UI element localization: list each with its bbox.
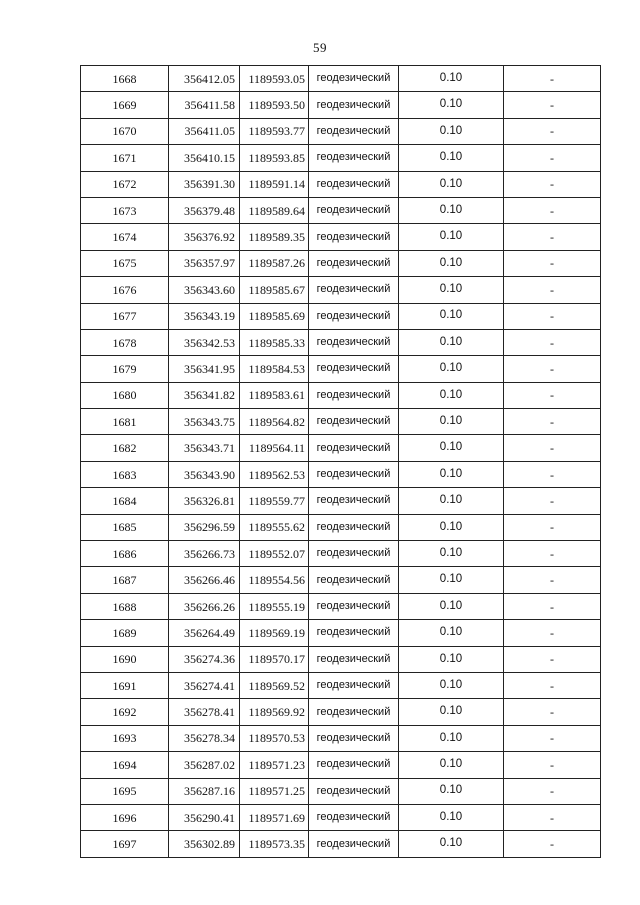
x-coordinate-cell: 356343.90 xyxy=(169,461,240,487)
y-coordinate-cell: 1189570.17 xyxy=(240,646,309,672)
accuracy-cell: 0.10 xyxy=(399,118,504,144)
accuracy-cell: 0.10 xyxy=(399,197,504,223)
accuracy-cell: 0.10 xyxy=(399,646,504,672)
method-cell: геодезический xyxy=(309,699,399,725)
accuracy-cell: 0.10 xyxy=(399,145,504,171)
table-row xyxy=(81,356,601,382)
method-cell: геодезический xyxy=(309,329,399,355)
accuracy-cell: 0.10 xyxy=(399,752,504,778)
table-row xyxy=(81,593,601,619)
note-cell: - xyxy=(504,409,601,435)
coordinates-table-body xyxy=(81,66,601,858)
y-coordinate-cell: 1189593.05 xyxy=(240,66,309,92)
method-cell: геодезический xyxy=(309,725,399,751)
accuracy-cell: 0.10 xyxy=(399,514,504,540)
note-cell: - xyxy=(504,488,601,514)
method-cell: геодезический xyxy=(309,66,399,92)
x-coordinate-cell: 356343.19 xyxy=(169,303,240,329)
note-cell: - xyxy=(504,567,601,593)
table-row xyxy=(81,145,601,171)
x-coordinate-cell: 356411.05 xyxy=(169,118,240,144)
accuracy-cell: 0.10 xyxy=(399,567,504,593)
x-coordinate-cell: 356266.46 xyxy=(169,567,240,593)
y-coordinate-cell: 1189591.14 xyxy=(240,171,309,197)
method-cell: геодезический xyxy=(309,435,399,461)
x-coordinate-cell: 356274.41 xyxy=(169,672,240,698)
table-row xyxy=(81,778,601,804)
x-coordinate-cell: 356326.81 xyxy=(169,488,240,514)
note-cell: - xyxy=(504,699,601,725)
point-number-cell: 1689 xyxy=(81,620,169,646)
accuracy-cell: 0.10 xyxy=(399,541,504,567)
accuracy-cell: 0.10 xyxy=(399,725,504,751)
method-cell: геодезический xyxy=(309,514,399,540)
note-cell: - xyxy=(504,382,601,408)
method-cell: геодезический xyxy=(309,224,399,250)
point-number-cell: 1683 xyxy=(81,461,169,487)
note-cell: - xyxy=(504,620,601,646)
method-cell: геодезический xyxy=(309,277,399,303)
note-cell: - xyxy=(504,92,601,118)
table-row xyxy=(81,92,601,118)
method-cell: геодезический xyxy=(309,92,399,118)
method-cell: геодезический xyxy=(309,646,399,672)
x-coordinate-cell: 356342.53 xyxy=(169,329,240,355)
note-cell: - xyxy=(504,778,601,804)
method-cell: геодезический xyxy=(309,356,399,382)
table-row xyxy=(81,699,601,725)
method-cell: геодезический xyxy=(309,461,399,487)
accuracy-cell: 0.10 xyxy=(399,250,504,276)
table-row xyxy=(81,514,601,540)
note-cell: - xyxy=(504,831,601,857)
accuracy-cell: 0.10 xyxy=(399,66,504,92)
accuracy-cell: 0.10 xyxy=(399,804,504,830)
table-row xyxy=(81,672,601,698)
y-coordinate-cell: 1189554.56 xyxy=(240,567,309,593)
note-cell: - xyxy=(504,435,601,461)
coordinates-table xyxy=(80,65,601,858)
accuracy-cell: 0.10 xyxy=(399,92,504,118)
point-number-cell: 1692 xyxy=(81,699,169,725)
note-cell: - xyxy=(504,145,601,171)
table-row xyxy=(81,831,601,857)
accuracy-cell: 0.10 xyxy=(399,461,504,487)
y-coordinate-cell: 1189562.53 xyxy=(240,461,309,487)
accuracy-cell: 0.10 xyxy=(399,303,504,329)
note-cell: - xyxy=(504,541,601,567)
table-row xyxy=(81,118,601,144)
table-row xyxy=(81,752,601,778)
y-coordinate-cell: 1189583.61 xyxy=(240,382,309,408)
accuracy-cell: 0.10 xyxy=(399,409,504,435)
x-coordinate-cell: 356287.02 xyxy=(169,752,240,778)
note-cell: - xyxy=(504,672,601,698)
point-number-cell: 1671 xyxy=(81,145,169,171)
method-cell: геодезический xyxy=(309,303,399,329)
point-number-cell: 1691 xyxy=(81,672,169,698)
accuracy-cell: 0.10 xyxy=(399,488,504,514)
y-coordinate-cell: 1189593.50 xyxy=(240,92,309,118)
x-coordinate-cell: 356343.71 xyxy=(169,435,240,461)
note-cell: - xyxy=(504,224,601,250)
y-coordinate-cell: 1189571.69 xyxy=(240,804,309,830)
accuracy-cell: 0.10 xyxy=(399,672,504,698)
note-cell: - xyxy=(504,171,601,197)
x-coordinate-cell: 356412.05 xyxy=(169,66,240,92)
note-cell: - xyxy=(504,66,601,92)
point-number-cell: 1697 xyxy=(81,831,169,857)
table-row xyxy=(81,329,601,355)
table-row xyxy=(81,409,601,435)
accuracy-cell: 0.10 xyxy=(399,382,504,408)
accuracy-cell: 0.10 xyxy=(399,435,504,461)
note-cell: - xyxy=(504,277,601,303)
point-number-cell: 1677 xyxy=(81,303,169,329)
method-cell: геодезический xyxy=(309,250,399,276)
y-coordinate-cell: 1189585.33 xyxy=(240,329,309,355)
point-number-cell: 1679 xyxy=(81,356,169,382)
table-row xyxy=(81,461,601,487)
accuracy-cell: 0.10 xyxy=(399,329,504,355)
table-row xyxy=(81,488,601,514)
table-row xyxy=(81,620,601,646)
y-coordinate-cell: 1189593.85 xyxy=(240,145,309,171)
method-cell: геодезический xyxy=(309,593,399,619)
accuracy-cell: 0.10 xyxy=(399,620,504,646)
method-cell: геодезический xyxy=(309,567,399,593)
table-row xyxy=(81,171,601,197)
method-cell: геодезический xyxy=(309,145,399,171)
accuracy-cell: 0.10 xyxy=(399,356,504,382)
point-number-cell: 1684 xyxy=(81,488,169,514)
note-cell: - xyxy=(504,646,601,672)
point-number-cell: 1687 xyxy=(81,567,169,593)
y-coordinate-cell: 1189555.62 xyxy=(240,514,309,540)
x-coordinate-cell: 356287.16 xyxy=(169,778,240,804)
x-coordinate-cell: 356278.41 xyxy=(169,699,240,725)
y-coordinate-cell: 1189573.35 xyxy=(240,831,309,857)
x-coordinate-cell: 356266.73 xyxy=(169,541,240,567)
method-cell: геодезический xyxy=(309,382,399,408)
y-coordinate-cell: 1189569.92 xyxy=(240,699,309,725)
method-cell: геодезический xyxy=(309,488,399,514)
point-number-cell: 1694 xyxy=(81,752,169,778)
x-coordinate-cell: 356343.60 xyxy=(169,277,240,303)
y-coordinate-cell: 1189555.19 xyxy=(240,593,309,619)
x-coordinate-cell: 356264.49 xyxy=(169,620,240,646)
point-number-cell: 1680 xyxy=(81,382,169,408)
x-coordinate-cell: 356391.30 xyxy=(169,171,240,197)
method-cell: геодезический xyxy=(309,409,399,435)
y-coordinate-cell: 1189585.67 xyxy=(240,277,309,303)
table-row xyxy=(81,382,601,408)
method-cell: геодезический xyxy=(309,620,399,646)
x-coordinate-cell: 356278.34 xyxy=(169,725,240,751)
method-cell: геодезический xyxy=(309,118,399,144)
method-cell: геодезический xyxy=(309,778,399,804)
y-coordinate-cell: 1189589.64 xyxy=(240,197,309,223)
point-number-cell: 1682 xyxy=(81,435,169,461)
note-cell: - xyxy=(504,118,601,144)
y-coordinate-cell: 1189564.11 xyxy=(240,435,309,461)
y-coordinate-cell: 1189585.69 xyxy=(240,303,309,329)
note-cell: - xyxy=(504,250,601,276)
x-coordinate-cell: 356302.89 xyxy=(169,831,240,857)
x-coordinate-cell: 356411.58 xyxy=(169,92,240,118)
accuracy-cell: 0.10 xyxy=(399,224,504,250)
point-number-cell: 1672 xyxy=(81,171,169,197)
y-coordinate-cell: 1189584.53 xyxy=(240,356,309,382)
x-coordinate-cell: 356343.75 xyxy=(169,409,240,435)
method-cell: геодезический xyxy=(309,831,399,857)
table-row xyxy=(81,277,601,303)
table-row xyxy=(81,435,601,461)
x-coordinate-cell: 356341.95 xyxy=(169,356,240,382)
y-coordinate-cell: 1189589.35 xyxy=(240,224,309,250)
y-coordinate-cell: 1189570.53 xyxy=(240,725,309,751)
point-number-cell: 1696 xyxy=(81,804,169,830)
accuracy-cell: 0.10 xyxy=(399,171,504,197)
x-coordinate-cell: 356357.97 xyxy=(169,250,240,276)
point-number-cell: 1675 xyxy=(81,250,169,276)
y-coordinate-cell: 1189593.77 xyxy=(240,118,309,144)
table-row xyxy=(81,725,601,751)
point-number-cell: 1676 xyxy=(81,277,169,303)
x-coordinate-cell: 356379.48 xyxy=(169,197,240,223)
accuracy-cell: 0.10 xyxy=(399,699,504,725)
page-number: 59 xyxy=(313,40,327,55)
note-cell: - xyxy=(504,804,601,830)
note-cell: - xyxy=(504,356,601,382)
point-number-cell: 1674 xyxy=(81,224,169,250)
point-number-cell: 1685 xyxy=(81,514,169,540)
y-coordinate-cell: 1189552.07 xyxy=(240,541,309,567)
note-cell: - xyxy=(504,725,601,751)
method-cell: геодезический xyxy=(309,197,399,223)
point-number-cell: 1678 xyxy=(81,329,169,355)
accuracy-cell: 0.10 xyxy=(399,831,504,857)
point-number-cell: 1673 xyxy=(81,197,169,223)
method-cell: геодезический xyxy=(309,171,399,197)
point-number-cell: 1688 xyxy=(81,593,169,619)
accuracy-cell: 0.10 xyxy=(399,593,504,619)
x-coordinate-cell: 356296.59 xyxy=(169,514,240,540)
note-cell: - xyxy=(504,514,601,540)
y-coordinate-cell: 1189569.19 xyxy=(240,620,309,646)
method-cell: геодезический xyxy=(309,541,399,567)
note-cell: - xyxy=(504,593,601,619)
y-coordinate-cell: 1189571.23 xyxy=(240,752,309,778)
x-coordinate-cell: 356290.41 xyxy=(169,804,240,830)
x-coordinate-cell: 356274.36 xyxy=(169,646,240,672)
point-number-cell: 1695 xyxy=(81,778,169,804)
table-row xyxy=(81,646,601,672)
note-cell: - xyxy=(504,329,601,355)
accuracy-cell: 0.10 xyxy=(399,778,504,804)
note-cell: - xyxy=(504,197,601,223)
y-coordinate-cell: 1189587.26 xyxy=(240,250,309,276)
y-coordinate-cell: 1189564.82 xyxy=(240,409,309,435)
x-coordinate-cell: 356266.26 xyxy=(169,593,240,619)
point-number-cell: 1669 xyxy=(81,92,169,118)
table-row xyxy=(81,541,601,567)
point-number-cell: 1681 xyxy=(81,409,169,435)
table-row xyxy=(81,224,601,250)
x-coordinate-cell: 356376.92 xyxy=(169,224,240,250)
y-coordinate-cell: 1189569.52 xyxy=(240,672,309,698)
y-coordinate-cell: 1189559.77 xyxy=(240,488,309,514)
note-cell: - xyxy=(504,461,601,487)
point-number-cell: 1690 xyxy=(81,646,169,672)
point-number-cell: 1670 xyxy=(81,118,169,144)
table-row xyxy=(81,303,601,329)
table-row xyxy=(81,567,601,593)
point-number-cell: 1668 xyxy=(81,66,169,92)
y-coordinate-cell: 1189571.25 xyxy=(240,778,309,804)
method-cell: геодезический xyxy=(309,804,399,830)
table-row xyxy=(81,804,601,830)
table-row xyxy=(81,66,601,92)
x-coordinate-cell: 356410.15 xyxy=(169,145,240,171)
method-cell: геодезический xyxy=(309,672,399,698)
table-row xyxy=(81,250,601,276)
accuracy-cell: 0.10 xyxy=(399,277,504,303)
point-number-cell: 1686 xyxy=(81,541,169,567)
method-cell: геодезический xyxy=(309,752,399,778)
note-cell: - xyxy=(504,303,601,329)
table-row xyxy=(81,197,601,223)
note-cell: - xyxy=(504,752,601,778)
x-coordinate-cell: 356341.82 xyxy=(169,382,240,408)
point-number-cell: 1693 xyxy=(81,725,169,751)
